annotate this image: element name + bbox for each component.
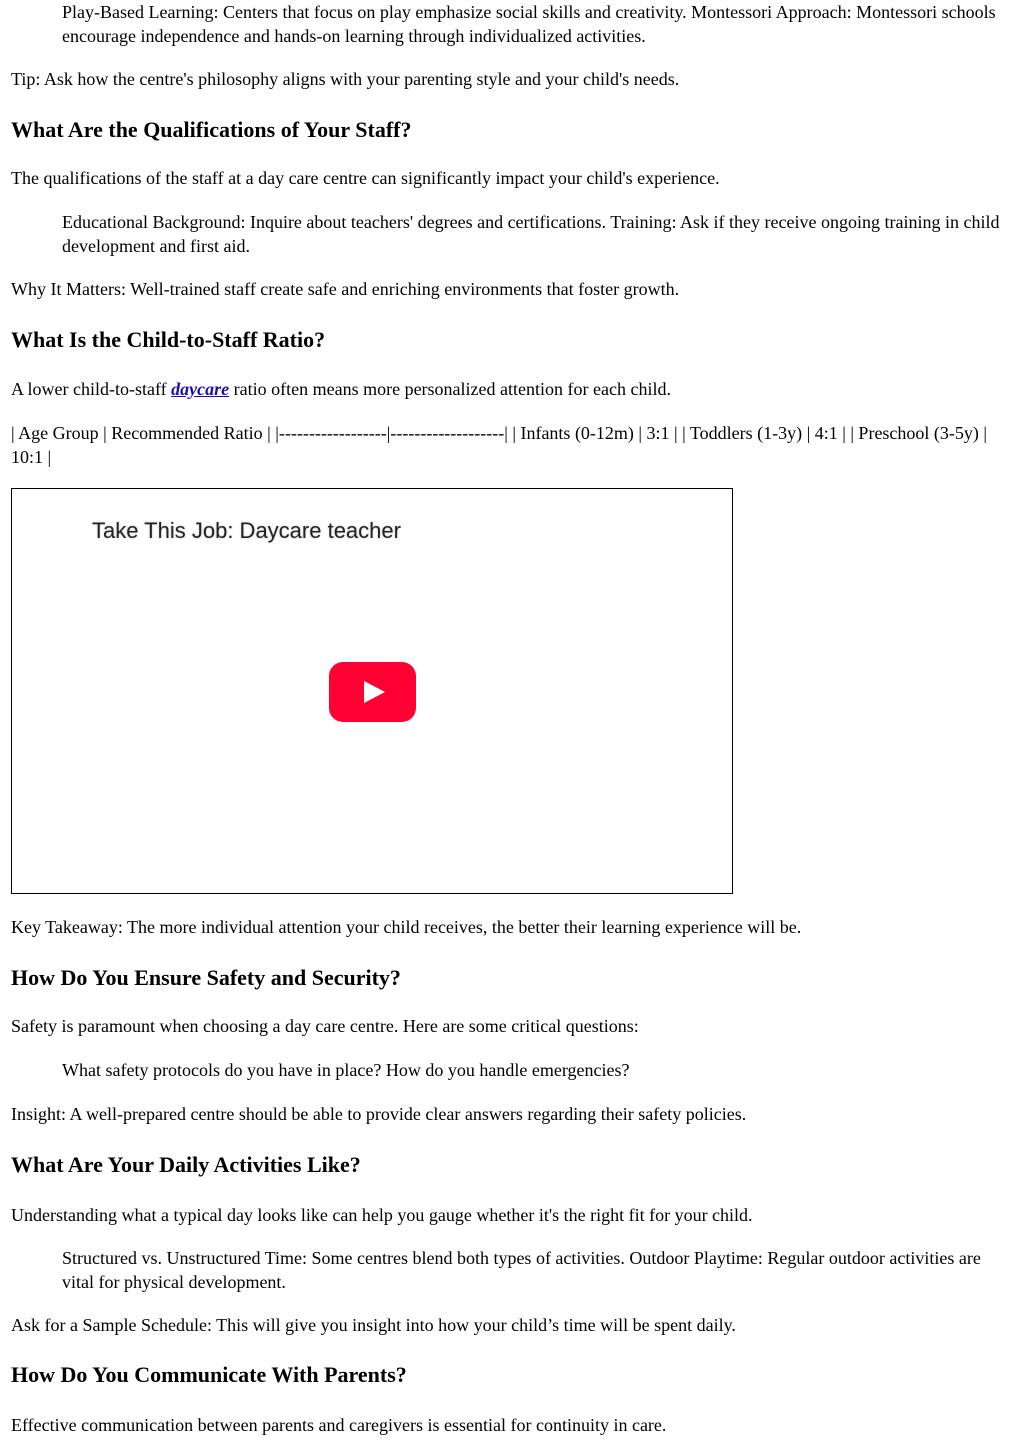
heading-activities: What Are Your Daily Activities Like?: [11, 1152, 361, 1177]
paragraph-communication: Effective communication between parents and caregivers is essential for continuity in care.: [11, 1415, 667, 1435]
ratio-table-text: | Age Group | Recommended Ratio | |------------------|-------------------| | Infants (0-12m) | 3:1 | | Toddlers (1-3y) | 4:1 | | Preschool (3-5y) | 10:1 |: [11, 423, 988, 467]
play-icon[interactable]: [329, 662, 416, 722]
video-embed[interactable]: [11, 488, 733, 894]
paragraph-safety: Safety is paramount when choosing a day care centre. Here are some critical questions:: [11, 1016, 639, 1036]
ratio-text-before: A lower child-to-staff: [11, 379, 172, 399]
activities-list-text: Structured vs. Unstructured Time: Some centres blend both types of activities. Outdoor Playtime: Regular outdoor activities are vital for physical development.: [62, 1248, 981, 1292]
video-title[interactable]: Take This Job: Daycare teacher: [92, 518, 401, 543]
insight-text: Insight: A well-prepared centre should be able to provide clear answers regarding their safety policies.: [11, 1104, 747, 1124]
sample-schedule-text: Ask for a Sample Schedule: This will give you insight into how your child’s time will be spent daily.: [11, 1315, 736, 1335]
safety-questions-text: What safety protocols do you have in place? How do you handle emergencies?: [62, 1060, 630, 1080]
ratio-text-after: ratio often means more personalized attention for each child.: [229, 379, 671, 399]
paragraph-activities: Understanding what a typical day looks like can help you gauge whether it's the right fit for your child.: [11, 1205, 753, 1225]
philosophy-list-text: Play-Based Learning: Centers that focus on play emphasize social skills and creativity. Montessori Approach: Montessori schools encourage independence and hands-on learning through individualized activities.: [62, 2, 996, 46]
key-takeaway-text: Key Takeaway: The more individual attention your child receives, the better their learning experience will be.: [11, 917, 802, 937]
activities-list: [62, 1246, 1015, 1294]
safety-questions-list: [62, 1058, 1015, 1082]
philosophy-list: [62, 0, 1015, 48]
qualifications-list-text: Educational Background: Inquire about teachers' degrees and certifications. Training: Ask if they receive ongoing training in child development and first aid.: [62, 212, 1000, 256]
tip-text: Tip: Ask how the centre's philosophy aligns with your parenting style and your child's needs.: [11, 69, 680, 89]
heading-communication: How Do You Communicate With Parents?: [11, 1362, 407, 1387]
why-it-matters-text: Why It Matters: Well-trained staff create safe and enriching environments that foster growth.: [11, 279, 680, 299]
qualifications-list: [62, 210, 1015, 258]
heading-qualifications: What Are the Qualifications of Your Staff?: [11, 117, 412, 142]
heading-ratio: What Is the Child-to-Staff Ratio?: [11, 327, 326, 352]
heading-safety: How Do You Ensure Safety and Security?: [11, 965, 401, 990]
paragraph-ratio: [11, 377, 671, 401]
daycare-link[interactable]: daycare: [171, 379, 230, 399]
paragraph-qualifications: The qualifications of the staff at a day care centre can significantly impact your child's experience.: [11, 168, 720, 188]
